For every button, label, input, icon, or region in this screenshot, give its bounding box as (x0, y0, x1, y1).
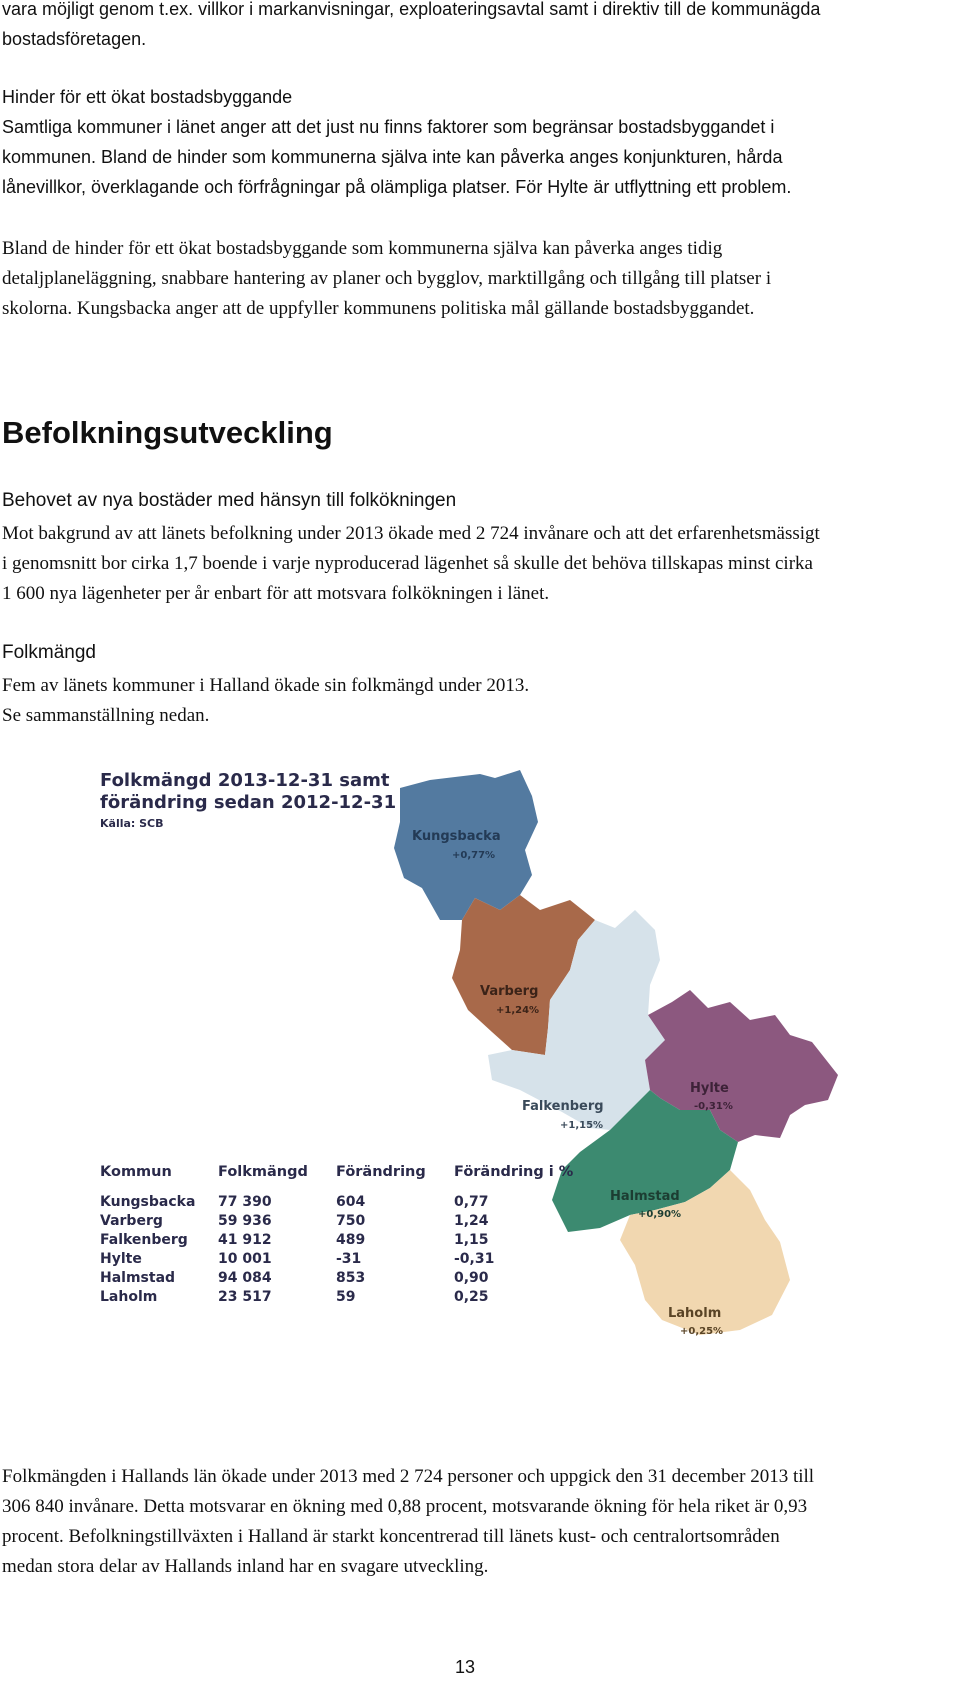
table-cell: Hylte (100, 1251, 142, 1267)
label-hylte: Hylte (690, 1081, 729, 1096)
table-cell: 750 (336, 1213, 366, 1229)
text-line: Fem av länets kommuner i Halland ökade sin folkmängd under 2013. (2, 675, 530, 696)
halland-map-figure (100, 770, 920, 1410)
text-line: i genomsnitt bor cirka 1,7 boende i varje nyproducerad lägenhet så skulle det behöva tillskapas minst cirka (2, 553, 813, 574)
table-cell: 1,15 (454, 1232, 489, 1248)
table-cell: 0,25 (454, 1289, 489, 1305)
hinder-paragraph-2 (2, 234, 957, 324)
map-source: Källa: SCB (100, 817, 164, 830)
change-varberg: +1,24% (496, 1005, 540, 1016)
table-cell: 59 (336, 1289, 356, 1305)
map-title (100, 770, 396, 832)
label-kungsbacka: Kungsbacka (412, 829, 501, 844)
table-cell: Falkenberg (100, 1232, 188, 1248)
text-line: kommunen. Bland de hinder som kommunerna själva inte kan påverka anges konjunkturen, hårda (2, 147, 783, 167)
text-line: 306 840 invånare. Detta motsvarar en ökning med 0,88 procent, motsvarande ökning för hela riket är 0,93 (2, 1496, 808, 1517)
subheading-folkmangd: Folkmängd (2, 642, 96, 663)
table-cell: 59 936 (218, 1213, 272, 1229)
table-header: Förändring (336, 1164, 426, 1180)
map-title-line: förändring sedan 2012-12-31 (100, 792, 397, 813)
change-hylte: -0,31% (694, 1101, 733, 1112)
text-line: detaljplaneläggning, snabbare hantering av planer och bygglov, marktillgång och tillgång till platser i (2, 268, 772, 289)
text-line: Se sammanställning nedan. (2, 705, 210, 726)
text-line: Mot bakgrund av att länets befolkning under 2013 ökade med 2 724 invånare och att det erfarenhetsmässigt (2, 523, 820, 544)
table-header: Förändring i % (454, 1164, 574, 1180)
table-cell: 604 (336, 1194, 366, 1210)
outro-paragraph (2, 1462, 957, 1582)
text-line: medan stora delar av Hallands inland har en svagare utveckling. (2, 1556, 489, 1577)
table-cell: 853 (336, 1270, 366, 1286)
table-cell: -31 (336, 1251, 362, 1267)
table-cell: Kungsbacka (100, 1194, 196, 1210)
table-header: Kommun (100, 1164, 172, 1180)
text-line: vara möjligt genom t.ex. villkor i markanvisningar, exploateringsavtal samt i direktiv till de kommunägda (2, 0, 821, 19)
table-cell: 41 912 (218, 1232, 272, 1248)
table-col-forandring-procent (454, 1164, 573, 1308)
change-halmstad: +0,90% (638, 1209, 682, 1220)
change-laholm: +0,25% (680, 1326, 724, 1337)
table-col-folkmangd (218, 1164, 308, 1308)
text-line: skolorna. Kungsbacka anger att de uppfyller kommunens politiska mål gällande bostadsbyggandet. (2, 298, 755, 319)
text-line: Folkmängden i Hallands län ökade under 2013 med 2 724 personer och uppgick den 31 december 2013 till (2, 1466, 815, 1487)
intro-paragraph (2, 0, 957, 54)
text-line: procent. Befolkningstillväxten i Halland är starkt koncentrerad till länets kust- och centralortsområden (2, 1526, 780, 1547)
folkmangd-paragraph (2, 671, 957, 731)
subheading-behovet: Behovet av nya bostäder med hänsyn till folkökningen (2, 490, 457, 511)
text-line: 1 600 nya lägenheter per år enbart för att motsvara folkökningen i länet. (2, 583, 550, 604)
halland-map (100, 770, 920, 1410)
befolkning-paragraph (2, 519, 957, 609)
change-falkenberg: +1,15% (560, 1120, 604, 1131)
region-kungsbacka (394, 770, 538, 920)
label-falkenberg: Falkenberg (522, 1099, 604, 1114)
table-col-kommun (100, 1164, 195, 1308)
table-cell: 77 390 (218, 1194, 272, 1210)
table-cell: 0,90 (454, 1270, 489, 1286)
hinder-section (2, 82, 957, 202)
text-line: bostadsföretagen. (2, 29, 147, 49)
page-number: 13 (454, 1657, 476, 1677)
table-cell: Halmstad (100, 1270, 176, 1286)
table-cell: 0,77 (454, 1194, 489, 1210)
change-kungsbacka: +0,77% (452, 850, 496, 861)
table-cell: 1,24 (454, 1213, 489, 1229)
label-halmstad: Halmstad (610, 1189, 680, 1204)
table-header: Folkmängd (218, 1164, 308, 1180)
section-heading: Befolkningsutveckling (2, 415, 333, 450)
table-cell: -0,31 (454, 1251, 495, 1267)
label-varberg: Varberg (480, 984, 539, 999)
label-laholm: Laholm (668, 1306, 722, 1321)
text-line: Samtliga kommuner i länet anger att det just nu finns faktorer som begränsar bostadsbyggandet i (2, 117, 775, 137)
table-cell: 489 (336, 1232, 366, 1248)
text-line: Bland de hinder för ett ökat bostadsbyggande som kommunerna själva kan påverka anges tidig (2, 238, 723, 259)
hinder-heading: Hinder för ett ökat bostadsbyggande (2, 87, 293, 107)
map-title-line: Folkmängd 2013-12-31 samt (100, 770, 390, 791)
table-col-forandring (336, 1164, 426, 1308)
text-line: lånevillkor, överklagande och förfrågningar på olämpliga platser. För Hylte är utflyttning ett problem. (2, 177, 792, 197)
table-cell: 10 001 (218, 1251, 272, 1267)
table-cell: 23 517 (218, 1289, 272, 1305)
table-cell: 94 084 (218, 1270, 272, 1286)
table-cell: Varberg (100, 1213, 163, 1229)
table-cell: Laholm (100, 1289, 158, 1305)
